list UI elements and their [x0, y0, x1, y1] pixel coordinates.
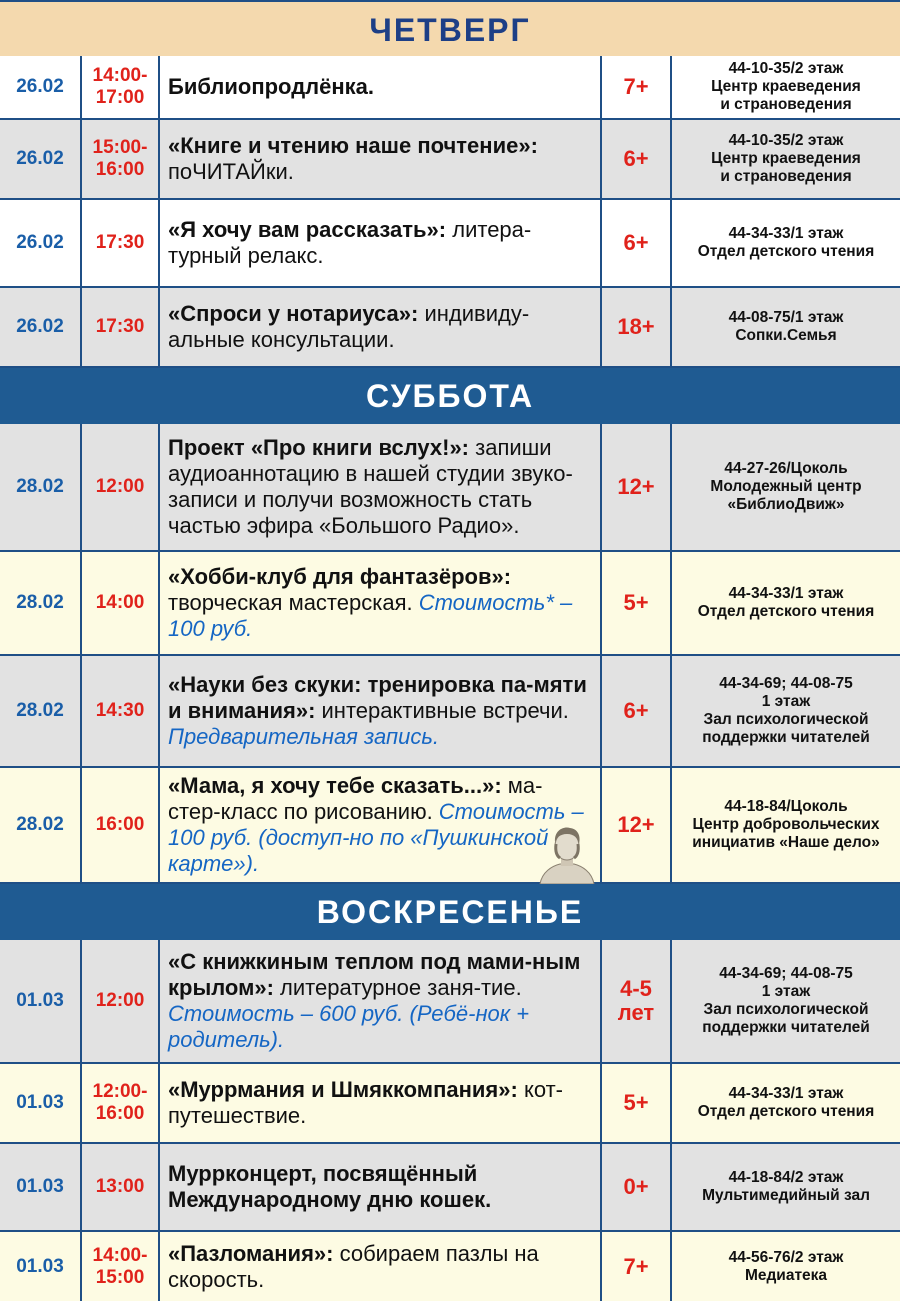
- event-desc: поЧИТАЙки.: [168, 159, 294, 184]
- event-date: 01.03: [0, 1064, 82, 1142]
- event-description: [160, 200, 602, 286]
- event-contact: 44-10-35/2 этаж Центр краеведения и страноведения: [711, 60, 861, 113]
- event-contact: 44-34-69; 44-08-75 1 этаж Зал психологической поддержки читателей: [702, 675, 870, 746]
- age-rating: 4-5 лет: [602, 940, 672, 1062]
- event-note: Стоимость – 100 руб. (доступ-но по «Пушкинской карте»).: [168, 799, 584, 876]
- event-title: «Книге и чтению наше почтение»:: [168, 133, 538, 158]
- event-date: 01.03: [0, 1232, 82, 1301]
- age-rating: 18+: [602, 288, 672, 366]
- event-date: 01.03: [0, 940, 82, 1062]
- event-date: 28.02: [0, 768, 82, 882]
- event-description: [160, 1232, 602, 1301]
- event-time: 14:30: [82, 656, 160, 766]
- event-time: 16:00: [82, 768, 160, 882]
- event-title: «Муррмания и Шмяккомпания»:: [168, 1077, 518, 1102]
- event-row: [0, 1064, 900, 1144]
- event-date: 26.02: [0, 200, 82, 286]
- event-row: [0, 552, 900, 656]
- event-row: [0, 424, 900, 552]
- age-rating: 5+: [602, 552, 672, 654]
- event-title: «Я хочу вам рассказать»:: [168, 217, 447, 242]
- event-row: [0, 120, 900, 200]
- age-rating: 7+: [602, 56, 672, 118]
- event-desc: творческая мастерская.: [168, 590, 419, 615]
- event-desc: ма-стер-класс по рисованию.: [168, 773, 543, 824]
- event-date: 26.02: [0, 120, 82, 198]
- event-row: [0, 768, 900, 884]
- age-rating: 6+: [602, 120, 672, 198]
- event-note: Предварительная запись.: [168, 724, 440, 749]
- event-date: 28.02: [0, 656, 82, 766]
- event-note: Стоимость* – 100 руб.: [168, 590, 573, 641]
- event-contact: 44-56-76/2 этаж Медиатека: [728, 1248, 844, 1284]
- pushkin-bust-icon: [534, 822, 600, 884]
- age-rating: 6+: [602, 656, 672, 766]
- day-header-thursday: ЧЕТВЕРГ: [0, 0, 900, 60]
- event-description: [160, 56, 602, 118]
- event-desc: интерактивные встречи.: [315, 698, 569, 723]
- event-time: 14:00- 15:00: [82, 1232, 160, 1301]
- event-description: [160, 288, 602, 366]
- age-rating: 0+: [602, 1144, 672, 1230]
- event-row: [0, 656, 900, 768]
- event-row: [0, 56, 900, 120]
- event-title: «Мама, я хочу тебе сказать...»:: [168, 773, 502, 798]
- event-date: 28.02: [0, 552, 82, 654]
- event-time: 17:30: [82, 288, 160, 366]
- event-row: [0, 1144, 900, 1232]
- event-desc: собираем пазлы на скорость.: [168, 1240, 539, 1292]
- event-contact: 44-08-75/1 этаж Сопки.Семья: [728, 309, 844, 344]
- event-title: Проект «Про книги вслух!»:: [168, 435, 470, 460]
- event-description: [160, 424, 602, 550]
- event-contact: 44-34-33/1 этаж Отдел детского чтения: [697, 585, 875, 620]
- event-time: 15:00- 16:00: [82, 120, 160, 198]
- event-title: «Хобби-клуб для фантазёров»:: [168, 564, 512, 589]
- event-date: 01.03: [0, 1144, 82, 1230]
- event-description: [160, 1064, 602, 1142]
- event-desc: литера-турный релакс.: [168, 217, 532, 268]
- event-desc: индивиду-альные консультации.: [168, 301, 530, 352]
- event-description: [160, 1144, 602, 1230]
- event-time: 12:00: [82, 940, 160, 1062]
- event-row: [0, 288, 900, 368]
- event-time: 14:00: [82, 552, 160, 654]
- event-title: «Пазломания»:: [168, 1240, 334, 1266]
- event-contact: 44-27-26/Цоколь Молодежный центр «БиблиоДвиж»: [710, 460, 862, 513]
- event-description: [160, 552, 602, 654]
- event-note: Стоимость – 600 руб. (Ребё-нок + родитель).: [168, 1001, 530, 1052]
- event-row: [0, 1232, 900, 1301]
- event-title: Библиопродлёнка.: [168, 74, 375, 99]
- event-time: 13:00: [82, 1144, 160, 1230]
- event-title: «Спроси у нотариуса»:: [168, 301, 419, 326]
- day-header-sunday: ВОСКРЕСЕНЬЕ: [0, 884, 900, 942]
- event-time: 12:00- 16:00: [82, 1064, 160, 1142]
- event-contact: 44-18-84/2 этаж Мультимедийный зал: [702, 1169, 870, 1204]
- event-contact: 44-34-33/1 этаж Отдел детского чтения: [697, 225, 875, 260]
- age-rating: 12+: [602, 424, 672, 550]
- event-row: [0, 200, 900, 288]
- event-title: «С книжкиным теплом под мами-ным крылом»:: [168, 949, 581, 1000]
- event-date: 26.02: [0, 288, 82, 366]
- event-description: [160, 656, 602, 766]
- event-contact: 44-34-33/1 этаж Отдел детского чтения: [697, 1085, 875, 1120]
- event-title: Муррконцерт, посвящённый Международному дню кошек.: [168, 1161, 492, 1212]
- event-desc: кот-путешествие.: [168, 1077, 563, 1128]
- event-row: [0, 940, 900, 1064]
- event-contact: 44-34-69; 44-08-75 1 этаж Зал психологической поддержки читателей: [702, 965, 870, 1036]
- age-rating: 6+: [602, 200, 672, 286]
- age-rating: 5+: [602, 1064, 672, 1142]
- event-time: 17:30: [82, 200, 160, 286]
- age-rating: 7+: [602, 1232, 672, 1301]
- event-contact: 44-10-35/2 этаж Центр краеведения и страноведения: [711, 132, 861, 185]
- event-time: 14:00- 17:00: [82, 56, 160, 118]
- day-header-saturday: СУББОТА: [0, 368, 900, 426]
- event-description: [160, 120, 602, 198]
- event-desc: литературное заня-тие.: [273, 975, 522, 1000]
- event-title: «Науки без скуки: тренировка па-мяти и внимания»:: [168, 672, 587, 723]
- event-date: 28.02: [0, 424, 82, 550]
- event-date: 26.02: [0, 56, 82, 118]
- event-contact: 44-18-84/Цоколь Центр добровольческих инициатив «Наше дело»: [692, 798, 880, 851]
- event-time: 12:00: [82, 424, 160, 550]
- age-rating: 12+: [602, 768, 672, 882]
- event-description: [160, 940, 602, 1062]
- event-desc: запиши аудиоаннотацию в нашей студии звуко-записи и получи возможность стать частью эфира «Большого Радио».: [168, 435, 573, 538]
